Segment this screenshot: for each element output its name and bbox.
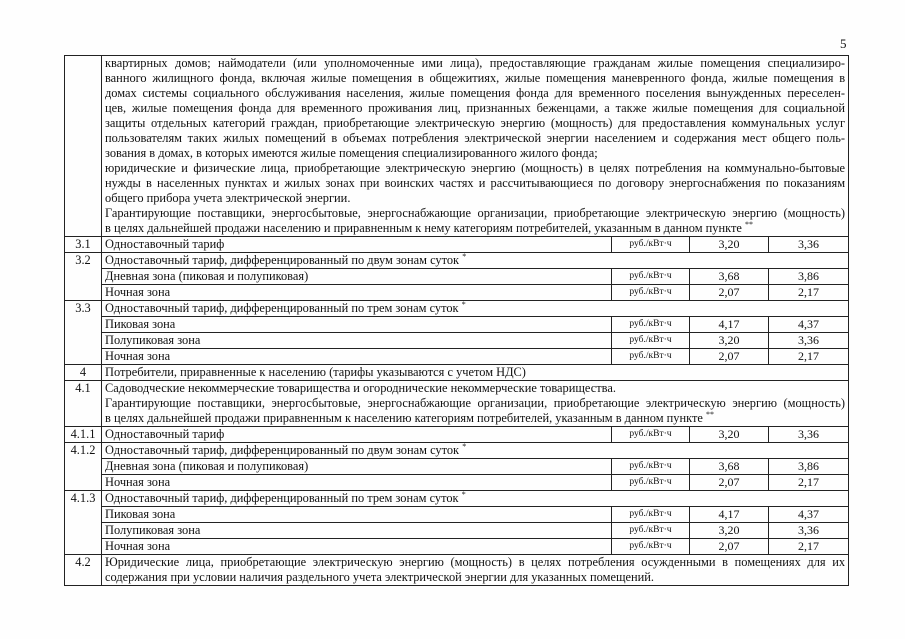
unit-cell: руб./кВт·ч [612, 459, 690, 475]
row-4-1-2-night [65, 475, 849, 491]
unit-cell: руб./кВт·ч [612, 349, 690, 365]
value-cell: 2,07 [690, 285, 769, 301]
zone-label: Ночная зона [102, 539, 612, 555]
page-number: 5 [840, 36, 847, 51]
intro-line: нужды в населенных пунктах и жилых зонах при воинских частях и рассчитывающиеся по договору энергоснабжения по показаниям [105, 176, 846, 190]
value-cell: 3,20 [690, 333, 769, 349]
section-line: содержания при условии наличия раздельного учета электрической энергии для указанных помещений. [105, 570, 655, 584]
intro-line: цев, жилые помещения фонда для временного проживания лиц, признанных беженцами, а также жилые помещения для социальной [105, 101, 846, 115]
row-4-1-3-night [65, 539, 849, 555]
row-4-1-3 [65, 491, 849, 507]
row-number: 4.1.3 [65, 491, 102, 555]
row-number: 4.2 [65, 555, 102, 586]
zone-label: Ночная зона [102, 475, 612, 491]
value-cell: 4,17 [690, 317, 769, 333]
row-3-2-night [65, 285, 849, 301]
unit-cell: руб./кВт·ч [612, 523, 690, 539]
zone-label: Пиковая зона [102, 317, 612, 333]
unit-cell: руб./кВт·ч [612, 285, 690, 301]
row-4 [65, 365, 849, 381]
footnote-mark: ** [744, 219, 753, 229]
row-number: 3.1 [65, 237, 102, 253]
row-label [102, 491, 849, 507]
zone-label: Дневная зона (пиковая и полупиковая) [102, 459, 612, 475]
row-3-3-night [65, 349, 849, 365]
value-cell: 3,36 [769, 237, 849, 253]
intro-line: юридические и физические лица, приобретающие электрическую энергию (мощность) в целях потребления на коммунально-бытовые [105, 161, 846, 175]
unit-cell: руб./кВт·ч [612, 317, 690, 333]
value-cell: 2,17 [769, 349, 849, 365]
row-label: Одноставочный тариф [102, 237, 612, 253]
value-cell: 4,37 [769, 317, 849, 333]
tariff-table [64, 55, 849, 586]
row-label: Одноставочный тариф [102, 427, 612, 443]
intro-line: ванного жилищного фонда, включая жилые помещения в общежитиях, жилые помещения маневренного фонда, жилые помещения в [105, 71, 846, 85]
intro-line: домах системы социального обслуживания населения, жилые помещения фонда для временного поселения вынужденных переселен- [105, 86, 846, 100]
value-cell: 3,68 [690, 269, 769, 285]
value-cell: 2,07 [690, 475, 769, 491]
value-cell: 3,20 [690, 237, 769, 253]
value-cell: 2,17 [769, 539, 849, 555]
row-label [102, 253, 849, 269]
row-label [102, 443, 849, 459]
zone-label: Пиковая зона [102, 507, 612, 523]
unit-cell: руб./кВт·ч [612, 269, 690, 285]
value-cell: 2,07 [690, 349, 769, 365]
unit-cell: руб./кВт·ч [612, 237, 690, 253]
value-cell: 3,86 [769, 269, 849, 285]
row-label-text: Одноставочный тариф, дифференцированный по трем зонам суток [105, 491, 459, 505]
value-cell: 3,86 [769, 459, 849, 475]
footnote-mark: * [462, 442, 467, 451]
row-4-2 [65, 555, 849, 586]
intro-line: защиты отдельных категорий граждан, приобретающие электрическую энергию (мощность) для предоставления коммунальных услуг [105, 116, 846, 130]
intro-num-cell [65, 56, 102, 237]
unit-cell: руб./кВт·ч [612, 427, 690, 443]
value-cell: 3,68 [690, 459, 769, 475]
row-3-2 [65, 253, 849, 269]
section-line: в целях дальнейшей продажи приравненным к населению категориям потребителей, указанным в данном пункте [105, 411, 703, 425]
footnote-mark: ** [705, 409, 714, 419]
row-4-1-2 [65, 443, 849, 459]
footnote-mark: * [462, 252, 467, 261]
row-4-1-1 [65, 427, 849, 443]
intro-text [102, 56, 849, 237]
row-number: 3.3 [65, 301, 102, 365]
row-label [102, 381, 849, 427]
row-label-text: Одноставочный тариф, дифференцированный по трем зонам суток [105, 301, 459, 315]
value-cell: 2,07 [690, 539, 769, 555]
row-number: 4.1.2 [65, 443, 102, 491]
row-number: 4.1.1 [65, 427, 102, 443]
row-4-1-3-halfpeak [65, 523, 849, 539]
row-4-1 [65, 381, 849, 427]
row-4-1-3-peak [65, 507, 849, 523]
row-label [102, 555, 849, 586]
intro-row [65, 56, 849, 237]
zone-label: Дневная зона (пиковая и полупиковая) [102, 269, 612, 285]
row-4-1-2-day [65, 459, 849, 475]
row-number: 3.2 [65, 253, 102, 301]
zone-label: Ночная зона [102, 349, 612, 365]
row-number: 4 [65, 365, 102, 381]
zone-label: Полупиковая зона [102, 523, 612, 539]
value-cell: 3,20 [690, 427, 769, 443]
intro-line: пользователям таких жилых помещений в объемах потребления электрической энергии населением и содержания мест общего поль- [105, 131, 846, 145]
intro-line: в целях дальнейшей продажи населению и приравненным к нему категориям потребителей, указанным в данном пункте [105, 221, 742, 235]
row-3-3-halfpeak [65, 333, 849, 349]
row-label: Потребители, приравненные к населению (тарифы указываются с учетом НДС) [102, 365, 849, 381]
unit-cell: руб./кВт·ч [612, 507, 690, 523]
value-cell: 3,36 [769, 333, 849, 349]
row-label-text: Одноставочный тариф, дифференцированный по двум зонам суток [105, 253, 460, 267]
intro-line: зования в домах, в которых имеются жилые помещения специализированного жилого фонда; [105, 146, 598, 160]
intro-line: общего прибора учета электрической энергии. [105, 191, 351, 205]
row-label-text: Одноставочный тариф, дифференцированный по двум зонам суток [105, 443, 460, 457]
zone-label: Полупиковая зона [102, 333, 612, 349]
value-cell: 3,36 [769, 523, 849, 539]
zone-label: Ночная зона [102, 285, 612, 301]
row-number: 4.1 [65, 381, 102, 427]
unit-cell: руб./кВт·ч [612, 333, 690, 349]
value-cell: 2,17 [769, 475, 849, 491]
section-line: Юридические лица, приобретающие электрическую энергию (мощность) в целях потребления осужденными в помещениях для их [105, 555, 846, 569]
value-cell: 3,20 [690, 523, 769, 539]
intro-line: квартирных домов; наймодатели (или уполномоченные ими лица), предоставляющие гражданам жилые помещения специализиро- [105, 56, 846, 70]
footnote-mark: * [461, 490, 466, 499]
row-3-3-peak [65, 317, 849, 333]
unit-cell: руб./кВт·ч [612, 539, 690, 555]
value-cell: 2,17 [769, 285, 849, 301]
footnote-mark: * [461, 300, 466, 309]
row-label [102, 301, 849, 317]
value-cell: 4,17 [690, 507, 769, 523]
intro-line: Гарантирующие поставщики, энергосбытовые, энергоснабжающие организации, приобретающие электрическую энергию (мощность) [105, 206, 846, 220]
value-cell: 4,37 [769, 507, 849, 523]
section-line: Гарантирующие поставщики, энергосбытовые, энергоснабжающие организации, приобретающие электрическую энергию (мощность) [105, 396, 846, 410]
row-3-3 [65, 301, 849, 317]
section-line: Садоводческие некоммерческие товарищества и огороднические некоммерческие товарищества. [105, 381, 616, 395]
row-3-2-day [65, 269, 849, 285]
unit-cell: руб./кВт·ч [612, 475, 690, 491]
value-cell: 3,36 [769, 427, 849, 443]
row-3-1 [65, 237, 849, 253]
